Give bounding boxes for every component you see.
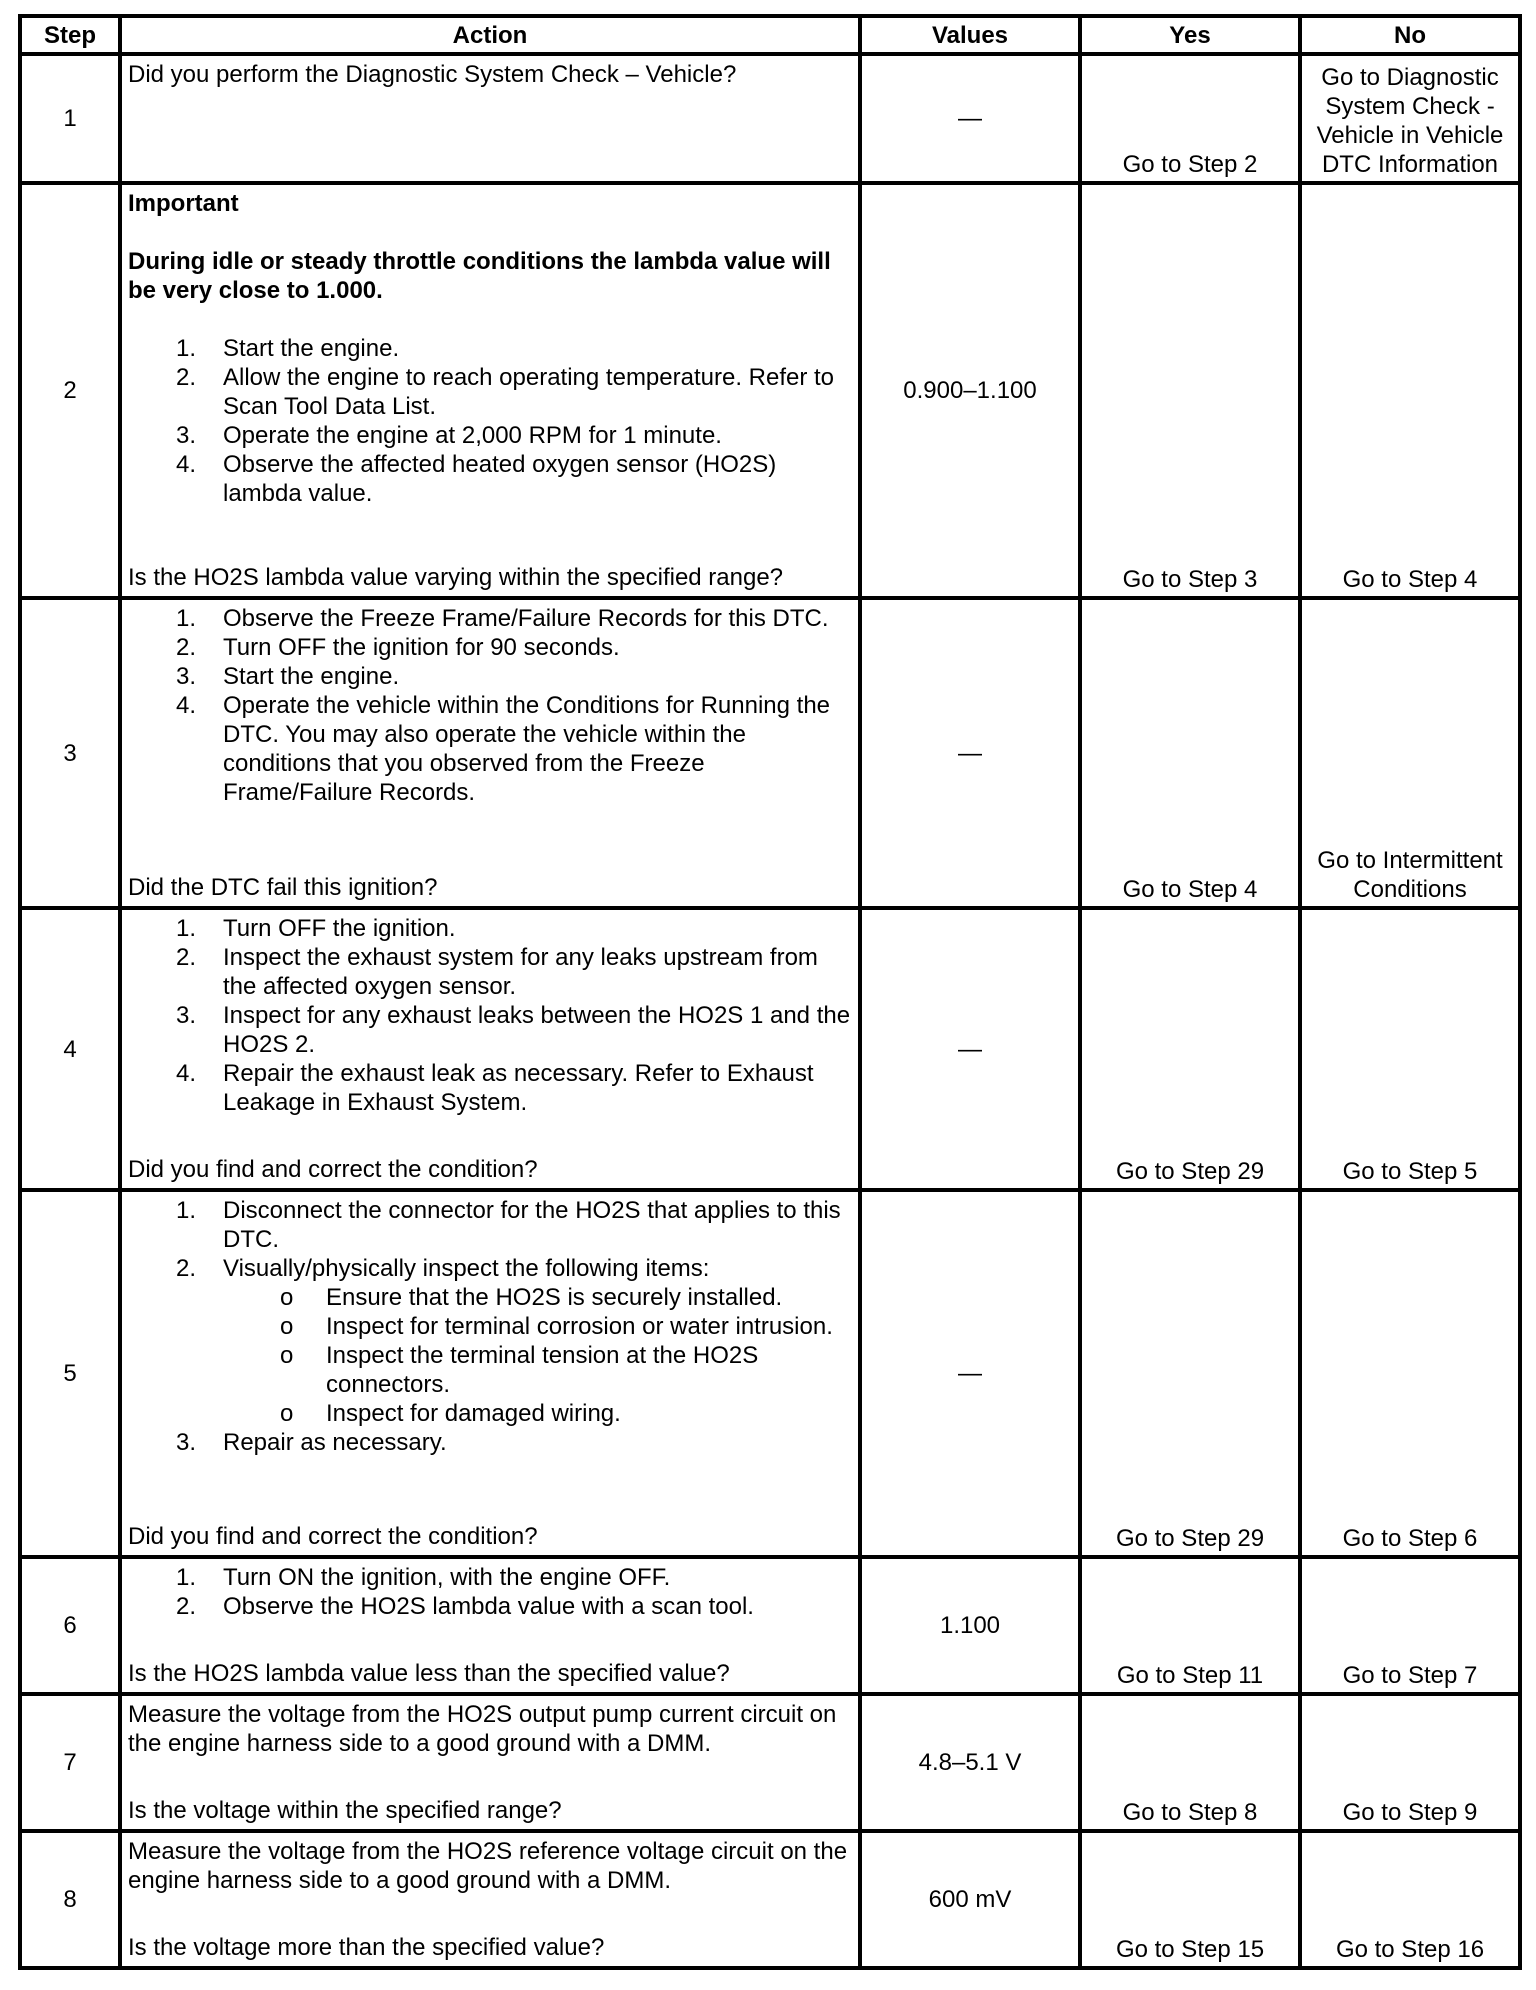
action-text: Did you perform the Diagnostic System Check – Vehicle? [128,61,737,88]
action-text: Measure the voltage from the HO2S reference voltage circuit on the engine harness side to a good ground with a DMM. [128,1838,848,1894]
no-cell: Go to Step 5 [1300,908,1520,1190]
step-number: 4 [20,908,120,1190]
no-cell: Go to Step 4 [1300,183,1520,598]
action-cell [120,1190,860,1557]
table-row [20,183,1520,598]
question-text: Did the DTC fail this ignition? [128,874,438,901]
procedure-list [128,914,852,1117]
question-text: Is the voltage within the specified range? [128,1797,562,1824]
value-cell: 600 mV [860,1831,1080,1968]
table-row [20,598,1520,908]
sublist-item: o Inspect for damaged wiring. [280,1400,621,1427]
value-cell: 0.900–1.100 [860,183,1080,598]
list-item: 4. Operate the vehicle within the Conditions for Running the DTC. You may also operate the vehicle within the conditions that you observed from the Freeze Frame/Failure Records. [176,692,831,806]
list-item: 2. Observe the HO2S lambda value with a scan tool. [176,1593,754,1620]
action-cell [120,908,860,1190]
list-item: 4. Repair the exhaust leak as necessary. Refer to Exhaust Leakage in Exhaust System. [176,1060,814,1116]
list-item: 2. Visually/physically inspect the following items: [176,1255,710,1282]
table-row [20,1831,1520,1968]
step-number: 3 [20,598,120,908]
step-number: 7 [20,1694,120,1831]
value-cell: — [860,598,1080,908]
no-cell: Go to Step 16 [1300,1831,1520,1968]
action-cell [120,1694,860,1831]
yes-cell: Go to Step 2 [1080,54,1300,183]
action-text: Measure the voltage from the HO2S output pump current circuit on the engine harness side to a good ground with a DMM. [128,1701,837,1757]
inspection-sublist [128,1283,852,1428]
list-item: 1. Start the engine. [176,335,400,362]
table-row [20,1190,1520,1557]
important-label: Important [128,190,239,217]
procedure-list [128,1563,852,1621]
action-cell [120,54,860,183]
header-values: Values [860,16,1080,54]
action-cell [120,1831,860,1968]
value-cell: 1.100 [860,1557,1080,1694]
question-text: Is the voltage more than the specified value? [128,1934,605,1961]
important-text: During idle or steady throttle conditions the lambda value will be very close to 1.000. [128,248,831,304]
table-row [20,54,1520,183]
list-item: 3. Operate the engine at 2,000 RPM for 1 minute. [176,422,722,449]
value-cell: 4.8–5.1 V [860,1694,1080,1831]
list-item: 4. Observe the affected heated oxygen sensor (HO2S) lambda value. [176,451,777,507]
procedure-list [128,334,852,508]
yes-cell: Go to Step 4 [1080,598,1300,908]
procedure-list [128,604,852,807]
list-item: 1. Turn ON the ignition, with the engine OFF. [176,1564,671,1591]
step-number: 1 [20,54,120,183]
list-item: 3. Repair as necessary. [176,1429,447,1456]
no-cell: Go to Intermittent Conditions [1300,598,1520,908]
step-number: 6 [20,1557,120,1694]
list-item: 3. Start the engine. [176,663,400,690]
action-cell [120,183,860,598]
procedure-list [128,1196,852,1283]
yes-cell: Go to Step 11 [1080,1557,1300,1694]
question-text: Did you find and correct the condition? [128,1156,538,1183]
question-text: Is the HO2S lambda value less than the specified value? [128,1660,730,1687]
table-row [20,1694,1520,1831]
header-action: Action [120,16,860,54]
diagnostic-table [18,14,1522,1970]
procedure-list [128,1428,852,1457]
question-text: Is the HO2S lambda value varying within the specified range? [128,564,784,591]
value-cell: — [860,54,1080,183]
list-item: 2. Allow the engine to reach operating temperature. Refer to Scan Tool Data List. [176,364,835,420]
list-item: 1. Observe the Freeze Frame/Failure Records for this DTC. [176,605,829,632]
table-row [20,908,1520,1190]
header-yes: Yes [1080,16,1300,54]
yes-cell: Go to Step 15 [1080,1831,1300,1968]
yes-cell: Go to Step 8 [1080,1694,1300,1831]
value-cell: — [860,1190,1080,1557]
yes-cell: Go to Step 3 [1080,183,1300,598]
sublist-item: o Inspect the terminal tension at the HO2S connectors. [280,1342,759,1398]
value-cell: — [860,908,1080,1190]
table-row [20,1557,1520,1694]
list-item: 2. Turn OFF the ignition for 90 seconds. [176,634,620,661]
step-number: 2 [20,183,120,598]
list-item: 3. Inspect for any exhaust leaks between the HO2S 1 and the HO2S 2. [176,1002,851,1058]
no-cell: Go to Step 6 [1300,1190,1520,1557]
list-item: 1. Turn OFF the ignition. [176,915,456,942]
no-cell: Go to Step 9 [1300,1694,1520,1831]
sublist-item: o Inspect for terminal corrosion or water intrusion. [280,1313,833,1340]
step-number: 8 [20,1831,120,1968]
action-cell [120,1557,860,1694]
yes-cell: Go to Step 29 [1080,908,1300,1190]
header-step: Step [20,16,120,54]
step-number: 5 [20,1190,120,1557]
action-cell [120,598,860,908]
header-no: No [1300,16,1520,54]
header-row [20,16,1520,54]
list-item: 2. Inspect the exhaust system for any leaks upstream from the affected oxygen sensor. [176,944,818,1000]
question-text: Did you find and correct the condition? [128,1523,538,1550]
no-cell: Go to Diagnostic System Check - Vehicle in Vehicle DTC Information [1300,54,1520,183]
yes-cell: Go to Step 29 [1080,1190,1300,1557]
list-item: 1. Disconnect the connector for the HO2S that applies to this DTC. [176,1197,841,1253]
sublist-item: o Ensure that the HO2S is securely installed. [280,1284,783,1311]
no-cell: Go to Step 7 [1300,1557,1520,1694]
